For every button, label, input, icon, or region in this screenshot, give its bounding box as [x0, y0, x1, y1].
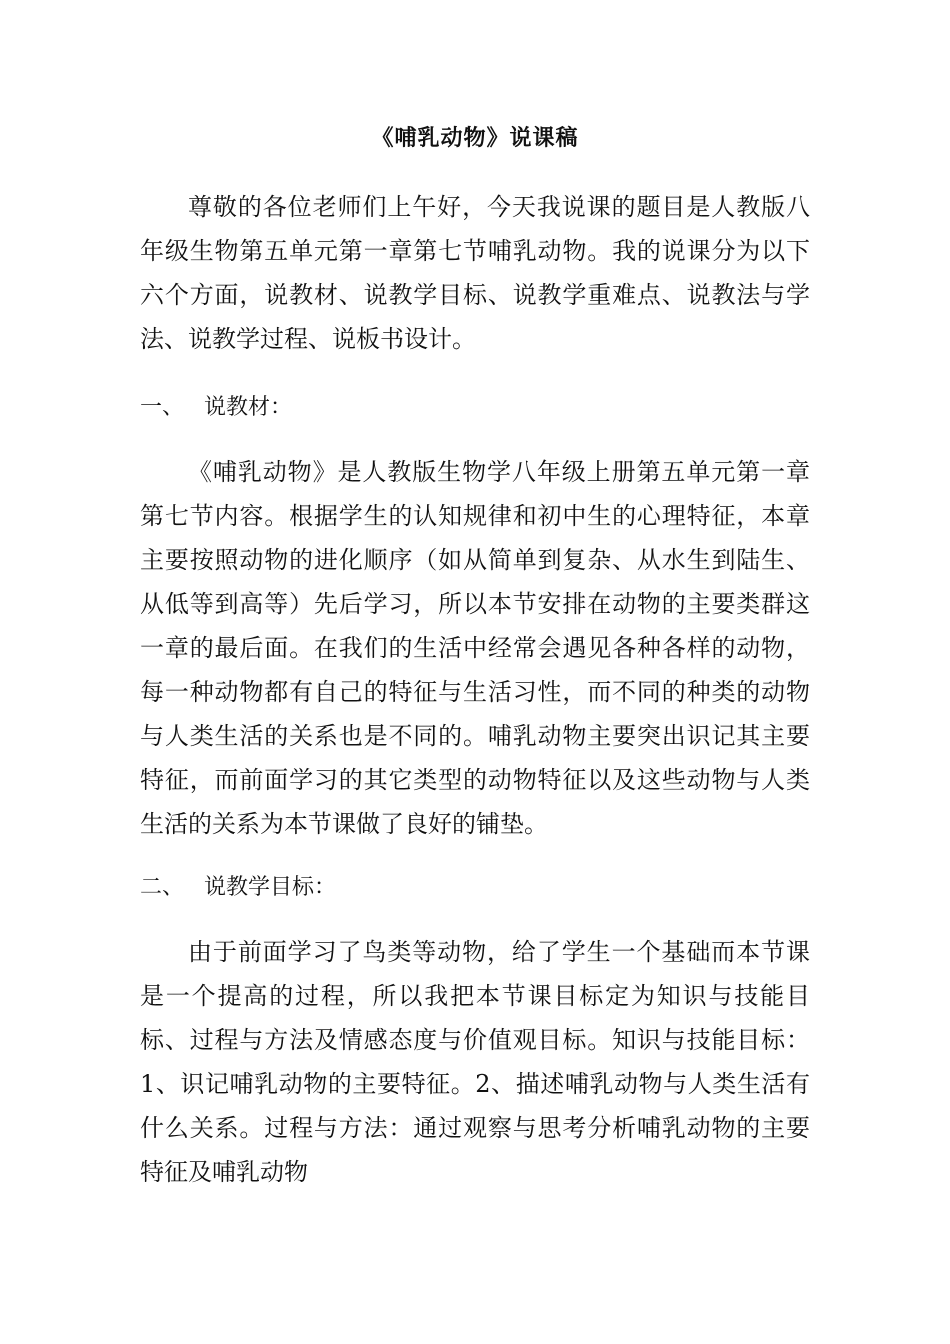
document-title: 《哺乳动物》说课稿 [371, 125, 579, 151]
section-number: 二、 [140, 875, 185, 900]
section-number: 一、 [140, 395, 185, 420]
section-heading-text: 说教材： [204, 395, 293, 420]
section-heading-text: 说教学目标： [204, 875, 337, 900]
section-heading-material [140, 388, 292, 428]
section-paragraph-goals: 由于前面学习了鸟类等动物，给了学生一个基础而本节课是一个提高的过程，所以我把本节课目标定为知识与技能目标、过程与方法及情感态度与价值观目标。知识与技能目标：1、识记哺乳动物的主要特征。2、描述哺乳动物与人类生活有什么关系。过程与方法：通过观察与思考分析哺乳动物的主要特征及哺乳动物 [140, 938, 810, 1186]
section-heading-goals [140, 868, 336, 908]
intro-paragraph: 尊敬的各位老师们上午好，今天我说课的题目是人教版八年级生物第五单元第一章第七节哺乳动物。我的说课分为以下六个方面，说教材、说教学目标、说教学重难点、说教法与学法、说教学过程、说板书设计。 [140, 193, 810, 353]
section-paragraph-material: 《哺乳动物》是人教版生物学八年级上册第五单元第一章第七节内容。根据学生的认知规律和初中生的心理特征，本章主要按照动物的进化顺序（如从简单到复杂、从水生到陆生、从低等到高等）先后学习，所以本节安排在动物的主要类群这一章的最后面。在我们的生活中经常会遇见各种各样的动物，每一种动物都有自己的特征与生活习性，而不同的种类的动物与人类生活的关系也是不同的。哺乳动物主要突出识记其主要特征，而前面学习的其它类型的动物特征以及这些动物与人类生活的关系为本节课做了良好的铺垫。 [140, 458, 810, 838]
